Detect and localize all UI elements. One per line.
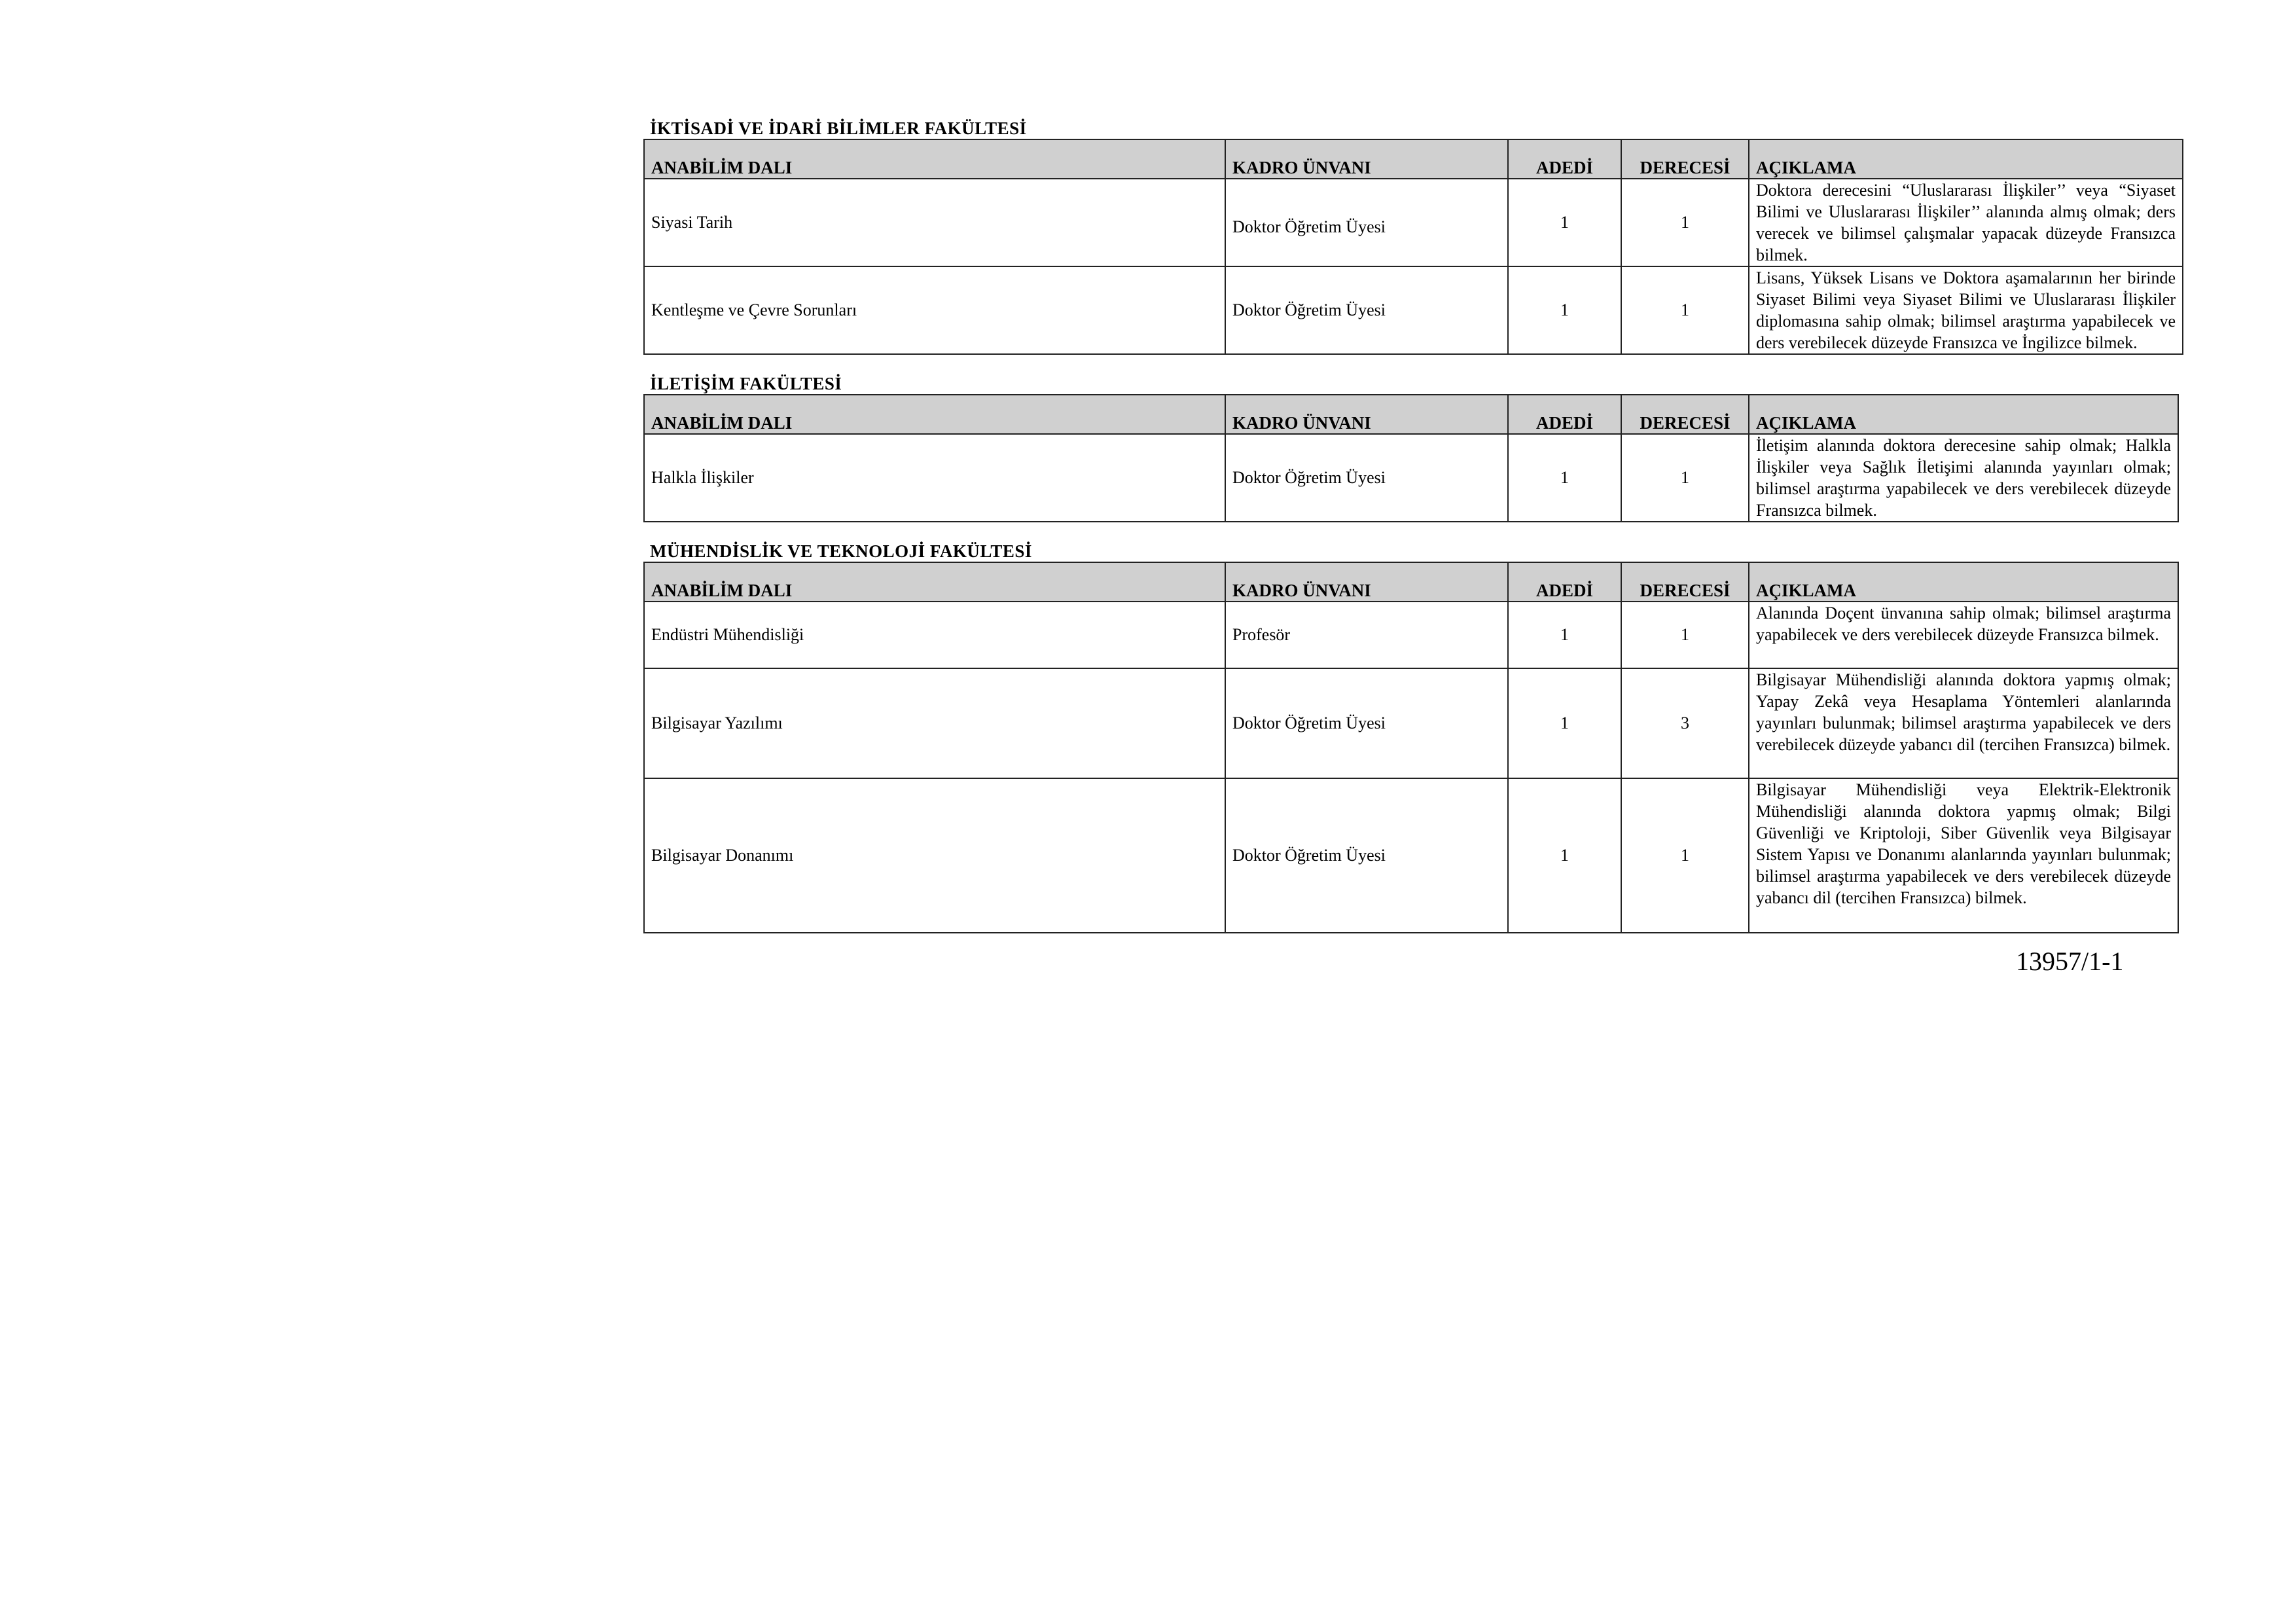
- header-aciklama: AÇIKLAMA: [1749, 139, 2183, 179]
- cell-derecesi: 1: [1621, 179, 1749, 266]
- faculty-section-iibf: [643, 118, 2183, 355]
- section-title: İLETİŞİM FAKÜLTESİ: [650, 374, 842, 393]
- page-number: 13957/1-1: [2016, 947, 2124, 976]
- cell-anabilim: Endüstri Mühendisliği: [644, 602, 1225, 668]
- table-row: [644, 179, 2183, 266]
- cell-anabilim: Kentleşme ve Çevre Sorunları: [644, 266, 1225, 354]
- header-kadro: KADRO ÜNVANI: [1225, 139, 1508, 179]
- cell-adedi: 1: [1508, 266, 1621, 354]
- table-header-row: [644, 395, 2178, 434]
- cell-kadro: Doktor Öğretim Üyesi: [1225, 266, 1508, 354]
- cell-kadro: Doktor Öğretim Üyesi: [1225, 179, 1508, 266]
- cell-kadro: Doktor Öğretim Üyesi: [1225, 434, 1508, 522]
- header-kadro: KADRO ÜNVANI: [1225, 395, 1508, 434]
- table-header-row: [644, 562, 2178, 602]
- cell-anabilim: Bilgisayar Yazılımı: [644, 668, 1225, 778]
- faculty-section-muhendislik: [643, 541, 2179, 933]
- header-anabilim: ANABİLİM DALI: [644, 139, 1225, 179]
- cell-aciklama: Bilgisayar Mühendisliği veya Elektrik-Elektronik Mühendisliği alanında doktora yapmış olmak; Bilgi Güvenliği ve Kriptoloji, Siber Güvenlik veya Bilgisayar Sistem Yapısı ve Donanımı alanlarında yayınları bulunmak; bilimsel araştırma yapabilecek ve ders verebilecek düzeyde yabancı dil (tercihen Fransızca) bilmek.: [1749, 778, 2178, 933]
- cell-anabilim: Bilgisayar Donanımı: [644, 778, 1225, 933]
- table-header-row: [644, 139, 2183, 179]
- header-adedi: ADEDİ: [1508, 139, 1621, 179]
- cell-adedi: 1: [1508, 434, 1621, 522]
- cell-kadro: Doktor Öğretim Üyesi: [1225, 778, 1508, 933]
- header-derecesi: DERECESİ: [1621, 139, 1749, 179]
- header-adedi: ADEDİ: [1508, 395, 1621, 434]
- cell-derecesi: 1: [1621, 778, 1749, 933]
- cell-adedi: 1: [1508, 602, 1621, 668]
- header-aciklama: AÇIKLAMA: [1749, 395, 2178, 434]
- cell-aciklama: Bilgisayar Mühendisliği alanında doktora yapmış olmak; Yapay Zekâ veya Hesaplama Yöntemleri alanlarında yayınları bulunmak; bilimsel araştırma yapabilecek ve ders verebilecek düzeyde yabancı dil (tercihen Fransızca) bilmek.: [1749, 668, 2178, 778]
- table-row: [644, 668, 2178, 778]
- faculty-table: [643, 562, 2179, 933]
- cell-adedi: 1: [1508, 778, 1621, 933]
- table-row: [644, 434, 2178, 522]
- cell-derecesi: 1: [1621, 434, 1749, 522]
- cell-anabilim: Siyasi Tarih: [644, 179, 1225, 266]
- header-aciklama: AÇIKLAMA: [1749, 562, 2178, 602]
- section-title: İKTİSADİ VE İDARİ BİLİMLER FAKÜLTESİ: [650, 118, 1027, 138]
- table-row: [644, 602, 2178, 668]
- table-row: [644, 778, 2178, 933]
- table-row: [644, 266, 2183, 354]
- faculty-table: [643, 139, 2183, 355]
- header-derecesi: DERECESİ: [1621, 395, 1749, 434]
- cell-kadro: Profesör: [1225, 602, 1508, 668]
- cell-adedi: 1: [1508, 179, 1621, 266]
- header-kadro: KADRO ÜNVANI: [1225, 562, 1508, 602]
- cell-aciklama: Alanında Doçent ünvanına sahip olmak; bilimsel araştırma yapabilecek ve ders verebilecek düzeyde Fransızca bilmek.: [1749, 602, 2178, 668]
- header-anabilim: ANABİLİM DALI: [644, 562, 1225, 602]
- header-anabilim: ANABİLİM DALI: [644, 395, 1225, 434]
- cell-aciklama: Lisans, Yüksek Lisans ve Doktora aşamalarının her birinde Siyaset Bilimi veya Siyaset Bilimi ve Uluslararası İlişkiler diplomasına sahip olmak; bilimsel araştırma yapabilecek ve ders verebilecek düzeyde Fransızca ve İngilizce bilmek.: [1749, 266, 2183, 354]
- cell-aciklama: İletişim alanında doktora derecesine sahip olmak; Halkla İlişkiler veya Sağlık İletişimi alanında yayınları olmak; bilimsel araştırma yapabilecek ve ders verebilecek düzeyde Fransızca bilmek.: [1749, 434, 2178, 522]
- cell-adedi: 1: [1508, 668, 1621, 778]
- cell-kadro: Doktor Öğretim Üyesi: [1225, 668, 1508, 778]
- header-derecesi: DERECESİ: [1621, 562, 1749, 602]
- cell-anabilim: Halkla İlişkiler: [644, 434, 1225, 522]
- cell-aciklama: Doktora derecesini “Uluslararası İlişkiler’’ veya “Siyaset Bilimi ve Uluslararası İlişkiler’’ alanında almış olmak; ders verecek ve bilimsel çalışmalar yapacak düzeyde Fransızca bilmek.: [1749, 179, 2183, 266]
- faculty-table: [643, 394, 2179, 522]
- faculty-section-iletisim: [643, 373, 2179, 522]
- header-adedi: ADEDİ: [1508, 562, 1621, 602]
- cell-derecesi: 1: [1621, 602, 1749, 668]
- cell-derecesi: 3: [1621, 668, 1749, 778]
- section-title: MÜHENDİSLİK VE TEKNOLOJİ FAKÜLTESİ: [650, 541, 1032, 561]
- cell-derecesi: 1: [1621, 266, 1749, 354]
